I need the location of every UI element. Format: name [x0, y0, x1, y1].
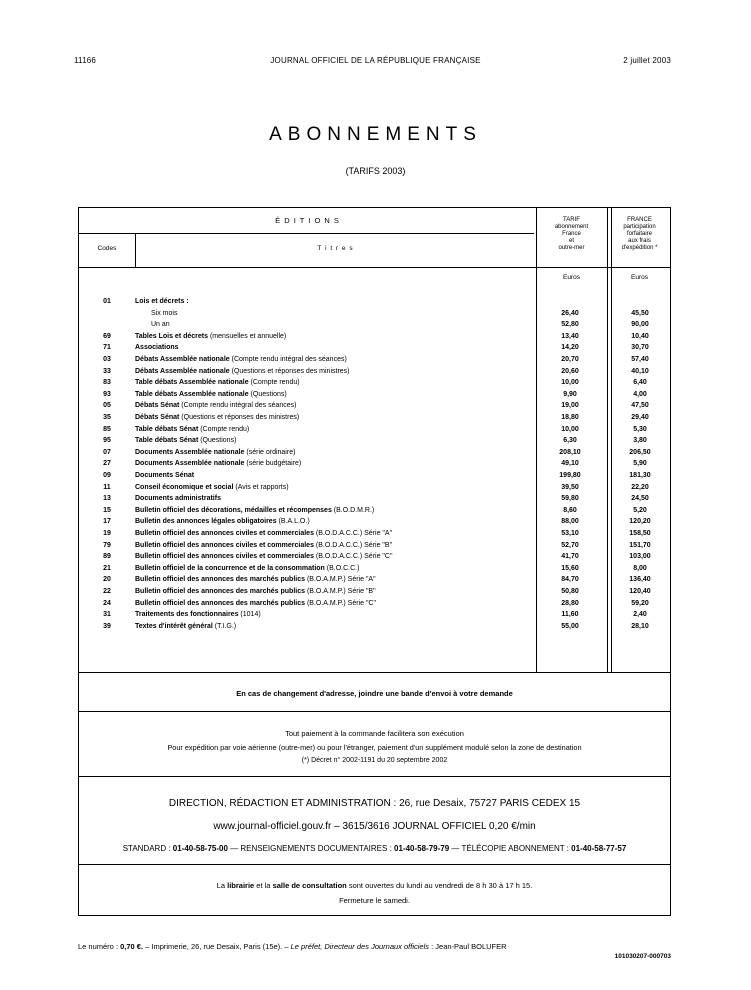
- row-france-value: 47,50: [631, 402, 649, 410]
- address-change-notice: En cas de changement d'adresse, joindre une bande d'envoi à votre demande: [236, 689, 513, 698]
- row-tarif-value: 39,50: [561, 483, 579, 491]
- row-title: Table débats Sénat (Questions): [135, 435, 531, 447]
- row-code: 07: [103, 448, 111, 456]
- row-title: Conseil économique et social (Avis et rapports): [135, 482, 531, 494]
- table-row: [79, 540, 672, 552]
- row-tarif-value: 26,40: [561, 309, 579, 317]
- row-code: 39: [103, 622, 111, 630]
- table-row: [79, 435, 672, 447]
- table-row: [79, 493, 672, 505]
- direction-phones: STANDARD : 01-40-58-75-00 — RENSEIGNEMENTS DOCUMENTAIRES : 01-40-58-79-79 — TÉLÉCOPIE ABONNEMENT : 01-40-58-77-57: [122, 844, 627, 853]
- row-france-value: 28,10: [631, 622, 649, 630]
- row-code: 15: [103, 506, 111, 514]
- issue-price: 0,70 €.: [120, 942, 144, 951]
- table-row: [79, 342, 672, 354]
- row-code: 69: [103, 332, 111, 340]
- row-france-value: 6,40: [633, 379, 647, 387]
- row-tarif-value: 28,80: [561, 599, 579, 607]
- row-tarif-value: 41,70: [561, 553, 579, 561]
- table-row: [79, 586, 672, 598]
- direction-box: [78, 776, 671, 865]
- row-tarif-value: 53,10: [561, 530, 579, 537]
- row-title: Débats Assemblée nationale (Compte rendu intégral des séances): [135, 354, 531, 366]
- row-france-value: 8,00: [633, 564, 647, 572]
- table-row: [79, 412, 672, 424]
- row-france-value: 3,80: [633, 437, 647, 445]
- row-title: Bulletin officiel des annonces civiles et commerciales (B.O.D.A.C.C.) Série "A": [135, 528, 531, 540]
- row-title: Bulletin officiel des annonces des marchés publics (B.O.A.M.P.) Série "A": [135, 574, 531, 586]
- row-tarif-value: 18,80: [561, 414, 579, 421]
- payment-line-1: Tout paiement à la commande facilitera son exécution: [285, 729, 464, 738]
- row-title: Table débats Sénat (Compte rendu): [135, 424, 531, 436]
- row-france-value: 5,30: [633, 425, 647, 433]
- row-code: 17: [103, 518, 111, 526]
- row-code: 20: [103, 576, 111, 584]
- row-france-value: 24,50: [631, 495, 649, 503]
- row-france-value: 59,20: [631, 599, 649, 607]
- row-code: 24: [103, 599, 111, 607]
- row-tarif-value: 11,60: [561, 611, 579, 619]
- row-tarif-value: 8,60: [563, 506, 577, 514]
- row-tarif-value: 88,00: [561, 518, 579, 526]
- row-title: Lois et décrets :: [135, 298, 189, 305]
- row-france-value: 57,40: [631, 356, 649, 363]
- row-tarif-value: 208,10: [559, 448, 581, 456]
- direction-address: DIRECTION, RÉDACTION ET ADMINISTRATION : 26, rue Desaix, 75727 PARIS CEDEX 15: [168, 798, 581, 809]
- row-france-value: 40,10: [631, 367, 649, 375]
- page-number: 11166: [74, 56, 97, 65]
- direction-web: www.journal-officiel.gouv.fr – 3615/3616 JOURNAL OFFICIEL 0,20 €/min: [213, 821, 536, 832]
- row-tarif-value: 50,80: [561, 588, 579, 595]
- row-france-value: 10,40: [631, 332, 649, 340]
- row-code: 93: [103, 390, 111, 398]
- table-row: [79, 482, 672, 494]
- librairie-hours: La librairie et la salle de consultation sont ouvertes du lundi au vendredi de 8 h 30 à 17 h 15.: [216, 881, 533, 890]
- row-tarif-value: 52,70: [561, 541, 579, 549]
- row-title: Bulletin officiel des annonces civiles et commerciales (B.O.D.A.C.C.) Série "B": [135, 540, 531, 552]
- table-row: [79, 308, 672, 320]
- row-france-value: 103,00: [629, 553, 651, 561]
- table-row: [79, 598, 672, 610]
- row-code: 95: [103, 437, 111, 445]
- librairie-box: [78, 864, 671, 916]
- issue-date: 2 juillet 2003: [623, 56, 671, 65]
- row-tarif-value: 10,00: [561, 425, 579, 433]
- row-france-value: 4,00: [633, 390, 647, 398]
- row-code: 19: [103, 530, 111, 537]
- unit-euros-france: Euros: [631, 274, 648, 281]
- row-code: 09: [103, 472, 111, 479]
- table-row: [79, 609, 672, 621]
- codes-header: Codes: [97, 245, 117, 252]
- row-code: 05: [103, 402, 111, 410]
- row-france-value: 120,20: [629, 518, 651, 526]
- tariff-table: [78, 207, 671, 673]
- row-tarif-value: 20,70: [561, 356, 579, 363]
- table-row: [79, 331, 672, 343]
- row-title: Bulletin des annonces légales obligatoires (B.A.L.O.): [135, 516, 531, 528]
- row-title: Documents Assemblée nationale (série budgétaire): [135, 458, 531, 470]
- table-row: [79, 366, 672, 378]
- row-france-value: 5,20: [633, 506, 647, 514]
- row-title: Traitements des fonctionnaires (1014): [135, 609, 531, 621]
- decree-note: (*) Décret n° 2002-1191 du 20 septembre 2002: [301, 757, 448, 764]
- unit-euros-tarif: Euros: [563, 274, 580, 281]
- row-title: Documents administratifs: [135, 493, 531, 505]
- titres-header: T i t r e s: [317, 245, 354, 252]
- row-france-value: 30,70: [631, 344, 649, 352]
- row-france-value: 29,40: [631, 414, 649, 421]
- row-tarif-value: 15,60: [561, 564, 579, 572]
- row-code: 22: [103, 588, 111, 595]
- row-tarif-value: 9,90: [563, 390, 577, 398]
- row-code: 85: [103, 425, 111, 433]
- row-code: 71: [103, 344, 111, 352]
- row-title: Bulletin officiel des annonces des marchés publics (B.O.A.M.P.) Série "C": [135, 598, 531, 610]
- row-france-value: 22,20: [631, 483, 649, 491]
- journal-name: JOURNAL OFFICIEL DE LA RÉPUBLIQUE FRANÇAISE: [270, 56, 481, 65]
- footer-line: Le numéro : 0,70 €. – Imprimerie, 26, rue Desaix, Paris (15e). – Le préfet, Directeur des Journaux officiels : Jean-Paul BOLUFER: [78, 942, 507, 951]
- row-france-value: 90,00: [631, 321, 649, 329]
- row-france-value: 5,90: [633, 460, 647, 468]
- renseignements-number: 01-40-58-79-79: [394, 844, 450, 853]
- row-title: Débats Assemblée nationale (Questions et réponses des ministres): [135, 366, 531, 378]
- row-france-value: 136,40: [629, 576, 651, 584]
- row-france-value: 158,50: [629, 530, 651, 537]
- page-subtitle: (TARIFS 2003): [345, 166, 406, 176]
- table-row: [79, 377, 672, 389]
- row-tarif-value: 84,70: [561, 576, 579, 584]
- telecopie-number: 01-40-58-77-57: [571, 844, 627, 853]
- row-title: Documents Assemblée nationale (série ordinaire): [135, 447, 531, 459]
- row-code: 03: [103, 356, 111, 363]
- payment-box: [78, 711, 671, 777]
- row-tarif-value: 52,80: [561, 321, 579, 329]
- row-code: 27: [103, 460, 111, 468]
- row-tarif-value: 6,30: [563, 437, 577, 445]
- table-row: [79, 447, 672, 459]
- address-change-box: [78, 672, 671, 712]
- table-row: [79, 470, 672, 482]
- row-france-value: 120,40: [629, 588, 651, 595]
- editions-divider: [79, 233, 534, 234]
- row-tarif-value: 13,40: [561, 332, 579, 340]
- table-row: [79, 389, 672, 401]
- row-title: Débats Sénat (Questions et réponses des ministres): [135, 412, 531, 424]
- row-france-value: 2,40: [633, 611, 647, 619]
- row-title: Bulletin officiel des décorations, médailles et récompenses (B.O.D.M.R.): [135, 505, 531, 517]
- row-title: Bulletin officiel des annonces des marchés publics (B.O.A.M.P.) Série "B": [135, 586, 531, 598]
- table-row: [79, 563, 672, 575]
- row-tarif-value: 55,00: [561, 622, 579, 630]
- table-row: [79, 621, 672, 633]
- table-row: [79, 296, 672, 308]
- tarif-header: TARIF abonnement France et outre-mer: [554, 217, 589, 251]
- france-header: FRANCE participation forfaitaire aux frais d'expédition *: [621, 217, 658, 251]
- row-tarif-value: 59,80: [561, 495, 579, 503]
- row-code: 01: [103, 298, 111, 305]
- row-france-value: 151,70: [629, 541, 651, 549]
- row-title: Six mois: [135, 308, 547, 320]
- row-title: Associations: [135, 342, 531, 354]
- row-france-value: 181,30: [629, 472, 651, 479]
- table-row: [79, 424, 672, 436]
- row-code: 21: [103, 564, 111, 572]
- payment-line-2: Pour expédition par voie aérienne (outre-mer) ou pour l'étranger, paiement d'un supplément modulé selon la zone de destination: [167, 743, 582, 752]
- row-title: Un an: [135, 319, 547, 331]
- row-code: 79: [103, 541, 111, 549]
- row-code: 33: [103, 367, 111, 375]
- table-row: [79, 551, 672, 563]
- row-title: Table débats Assemblée nationale (Compte rendu): [135, 377, 531, 389]
- table-row: [79, 319, 672, 331]
- page-title: ABONNEMENTS: [269, 124, 482, 145]
- row-title: Textes d'intérêt général (T.I.G.): [135, 621, 531, 633]
- table-row: [79, 574, 672, 586]
- row-code: 13: [103, 495, 111, 503]
- row-code: 89: [103, 553, 111, 561]
- table-row: [79, 528, 672, 540]
- row-title: Table débats Assemblée nationale (Questions): [135, 389, 531, 401]
- row-tarif-value: 19,00: [561, 402, 579, 410]
- row-code: 35: [103, 414, 111, 421]
- row-tarif-value: 20,60: [561, 367, 579, 375]
- table-row: [79, 458, 672, 470]
- row-tarif-value: 10,00: [561, 379, 579, 387]
- standard-number: 01-40-58-75-00: [172, 844, 228, 853]
- table-row: [79, 516, 672, 528]
- row-code: 31: [103, 611, 111, 619]
- librairie-closed: Fermeture le samedi.: [339, 896, 410, 905]
- table-row: [79, 400, 672, 412]
- row-title: Débats Sénat (Compte rendu intégral des séances): [135, 400, 531, 412]
- row-france-value: 206,50: [629, 448, 651, 456]
- row-title: Bulletin officiel des annonces civiles et commerciales (B.O.D.A.C.C.) Série "C": [135, 551, 531, 563]
- row-france-value: 45,50: [631, 309, 649, 317]
- row-tarif-value: 14,20: [561, 344, 579, 352]
- table-row: [79, 354, 672, 366]
- reference-number: 101030207-000703: [614, 953, 671, 960]
- row-title: Bulletin officiel de la concurrence et de la consommation (B.O.C.C.): [135, 563, 531, 575]
- row-tarif-value: 49,10: [561, 460, 579, 468]
- editions-header: É D I T I O N S: [275, 216, 340, 225]
- row-tarif-value: 199,80: [559, 472, 581, 479]
- row-title: Tables Lois et décrets (mensuelles et annuelle): [135, 331, 531, 343]
- row-title: Documents Sénat: [135, 470, 531, 482]
- row-code: 83: [103, 379, 111, 387]
- table-row: [79, 505, 672, 517]
- row-code: 11: [103, 483, 111, 491]
